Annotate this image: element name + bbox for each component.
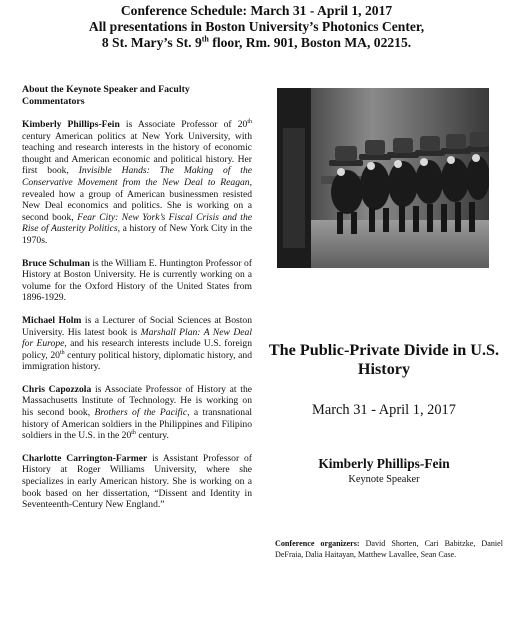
book-title: Marshall Plan: A New Deal for Europe xyxy=(22,326,252,350)
section-title: About the Keynote Speaker and Faculty Commentators xyxy=(22,84,190,107)
conference-title: The Public-Private Divide in U.S. History xyxy=(268,341,500,378)
header-line-1: Conference Schedule: March 31 - April 1, 2017 xyxy=(120,3,393,18)
conference-organizers xyxy=(275,538,503,560)
bio-name: Bruce Schulman xyxy=(22,257,90,269)
commentators-column xyxy=(22,84,252,522)
organizers-label: Conference organizers: xyxy=(275,539,360,548)
keynote-speaker-name: Kimberly Phillips-Fein xyxy=(318,456,450,471)
photo-illustration xyxy=(277,88,489,268)
book-title: Brothers of the Pacific xyxy=(94,407,188,419)
conference-date: March 31 - April 1, 2017 xyxy=(312,402,456,418)
book-title: Fear City: New York’s Fiscal Crisis and the Rise of Austerity Politics xyxy=(22,211,252,235)
organizers-names: David Shorten, Cari Babitzke, Daniel DeFraia, Dalia Haitayan, Matthew Lavallee, Sean Case. xyxy=(275,539,503,559)
bio-name: Charlotte Carrington-Farmer xyxy=(22,452,148,464)
bio-phillips-fein: Kimberly Phillips-Fein is Associate Professor of 20th century American politics at New York University, with teaching and research interests in the history of economic thought and American economic and political history. Her first book, Invisible Hands: The Making of the Conservative Movement from the New Deal to Reagan, revealed how a group of American businessmen resisted New Deal economics and politics. She is working on a second book, Fear City: New York’s Fiscal Crisis and the Rise of Austerity Politics, a history of New York City in the 1970s. xyxy=(22,118,253,246)
schedule-header xyxy=(0,3,513,51)
book-title: Invisible Hands: The Making of the Conservative Movement from the New Deal to Reagan xyxy=(22,165,252,188)
bio-name: Michael Holm xyxy=(22,314,82,326)
bio-name: Chris Capozzola xyxy=(22,383,92,395)
bio-capozzola: Chris Capozzola is Associate Professor of History at the Massachusetts Institute of Technology. He is working on his second book, Brothers of the Pacific, a transnational history of American soldiers in the Philippines and Filipino soldiers in the U.S. in the 20th century. xyxy=(22,383,252,442)
keynote-speaker-role: Keynote Speaker xyxy=(348,474,420,485)
historical-photo xyxy=(277,88,489,268)
bio-holm: Michael Holm is a Lecturer of Social Sciences at Boston University. His latest book is Marshall Plan: A New Deal for Europe, and his research interests include U.S. foreign policy, 20th century political history, diplomatic history, and immigration history. xyxy=(22,314,253,373)
bio-carrington-farmer: Charlotte Carrington-Farmer is Assistant Professor of History at Roger Williams University, where she specializes in early American history. She is working on a book based on her dissertation, “Dissent and Identity in Seventeenth-Century New England.” xyxy=(22,452,253,511)
bio-name: Kimberly Phillips-Fein xyxy=(22,119,120,130)
header-line-2: All presentations in Boston University’s Photonics Center, xyxy=(88,19,425,34)
bio-schulman: Bruce Schulman is the William E. Huntington Professor of History at Boston University. He is currently working on a volume for the Oxford History of the United States from 1896-1929. xyxy=(22,257,252,304)
header-line-3: 8 St. Mary’s St. 9th floor, Rm. 901, Boston MA, 02215. xyxy=(101,34,412,50)
